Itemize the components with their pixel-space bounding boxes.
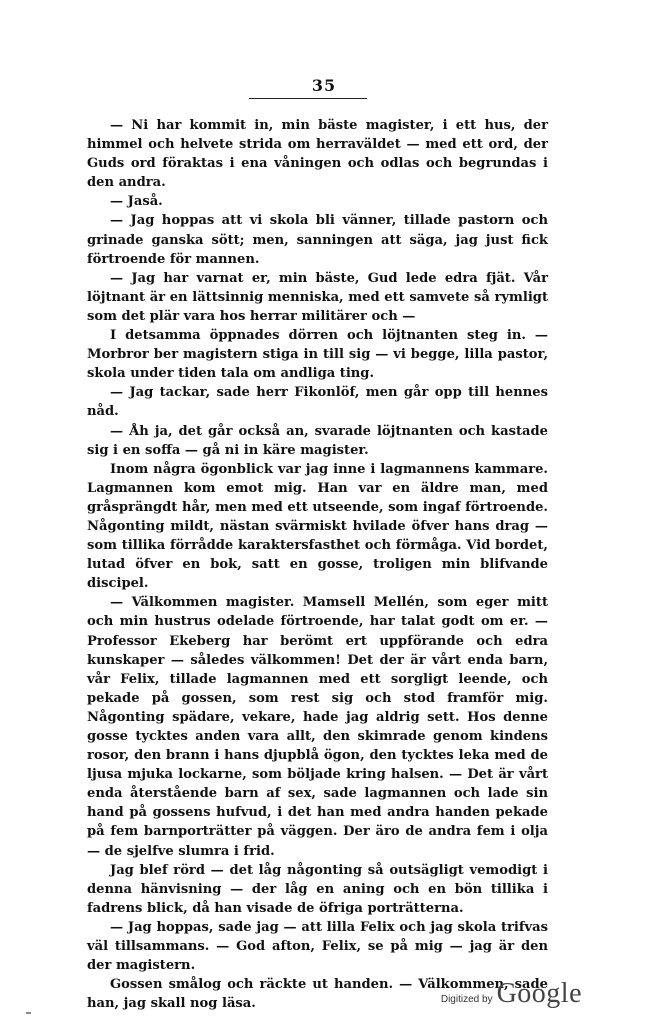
paragraph: — Jaså. bbox=[110, 194, 163, 210]
digitization-watermark bbox=[441, 978, 582, 1022]
paragraph: Inom några ögonblick var jag inne i lagmannens kammare. Lagmannen kom emot mig. Han var en äldre man, med gråsprängdt hår, men med ett utseende, som ingaf förtroende. Någonting mildt, nästan svärmiskt hvilade öfver hans drag — som tillika förrådde karaktersfasthet och förmåga. Vid bordet, lutad öfver en bok, satt en gosse, troligen min blifvande discipel. bbox=[87, 461, 548, 592]
digitized-by-label: Digitized by bbox=[440, 994, 493, 1005]
scan-edge-mark bbox=[26, 1012, 31, 1014]
paragraph: — Ni har kommit in, min bäste magister, i ett hus, der himmel och helvete strida om herraväldet — med ett ord, der Guds ord föraktas i ena våningen och odlas och begrundas i den andra. bbox=[87, 118, 548, 191]
google-logo: Google bbox=[496, 978, 582, 1009]
body-text bbox=[87, 116, 548, 1013]
paragraph: Gossen smålog och räckte ut handen. — Välkommen, sade han, jag skall nog läsa. bbox=[87, 977, 548, 1012]
paragraph: — Åh ja, det går också an, svarade löjtnanten och kastade sig i en soffa — gå ni in käre magister. bbox=[87, 423, 548, 458]
header-rule bbox=[249, 98, 367, 99]
paragraph: — Jag tackar, sade herr Fikonlöf, men går opp till hennes nåd. bbox=[87, 385, 548, 420]
paragraph: — Jag hoppas att vi skola bli vänner, tillade pastorn och grinade ganska sött; men, sanningen att säga, jag just fick förtroende för mannen. bbox=[87, 213, 548, 267]
page-number: 35 bbox=[311, 76, 337, 95]
paragraph: Jag blef rörd — det låg någonting så outsägligt vemodigt i denna hänvisning — der låg en aning och en bön tillika i fadrens blick, då han visade de öfriga porträtterna. bbox=[87, 862, 548, 916]
paragraph: I detsamma öppnades dörren och löjtnanten steg in. — Morbror ber magistern stiga in till sig — vi begge, lilla pastor, skola under tiden tala om andliga ting. bbox=[87, 328, 548, 382]
paragraph: — Jag har varnat er, min bäste, Gud lede edra fjät. Vår löjtnant är en lättsinnig menniska, med ett samvete så rymligt som det plär vara hos herrar militärer och — bbox=[87, 270, 548, 324]
paragraph: — Jag hoppas, sade jag — att lilla Felix och jag skola trifvas väl tillsammans. — God afton, Felix, se på mig — jag är den der magistern. bbox=[87, 919, 548, 974]
paragraph: — Välkommen magister. Mamsell Mellén, som eger mitt och min hustrus odelade förtroende, har talat godt om er. — Professor Ekeberg har berömt ert uppförande och edra kunskaper — således välkommen! Det der är vårt enda barn, vår Felix, tillade lagmannen med ett sorgligt leende, och pekade på gossen, som rest sig och stod framför mig. Någonting spädare, vekare, hade jag aldrig sett. Hos denne gosse tycktes anden vara allt, den skimrade genom kindens rosor, den brann i hans djupblå ögon, den tycktes leka med de ljusa mjuka lockarne, som böljade kring halsen. — Det är vårt enda återstående barn af sex, sade lagmannen och lade sin hand på gossens hufvud, i det han med andra handen pekade på fem barnporträtter på väggen. Der äro de andra fem i olja — de sjelfve slumra i frid. bbox=[87, 595, 548, 859]
